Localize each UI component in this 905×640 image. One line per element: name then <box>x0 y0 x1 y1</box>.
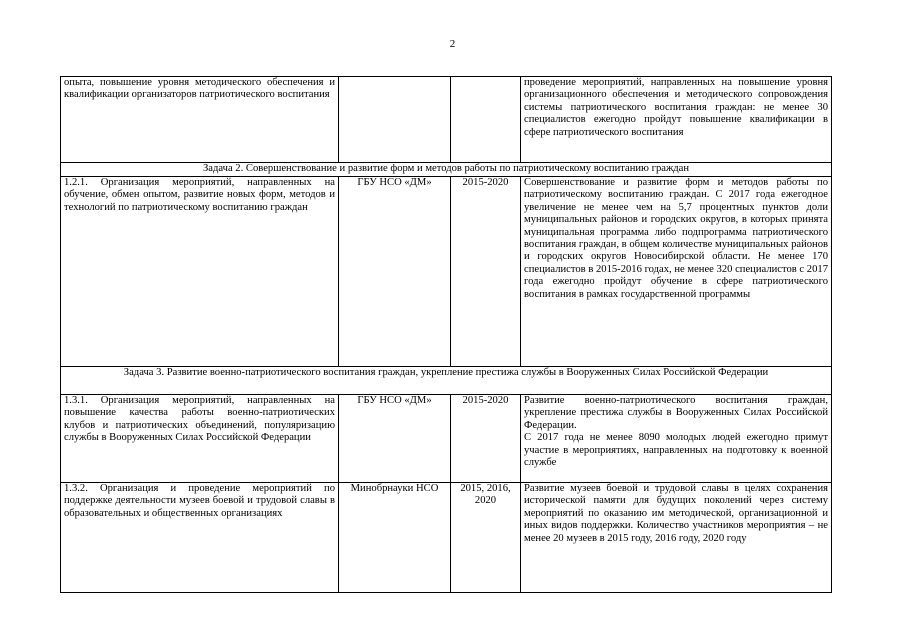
program-table-body <box>61 77 832 593</box>
result-paragraph: Развитие музеев боевой и трудовой славы в целях сохранения исторической памяти для будущих поколений через систему мероприятий по оказанию им методической, организационной и иных видов поддержки. Количество участников мероприятия – не менее 20 музеев в 2015 году, 2016 году, 2020 году <box>524 483 828 544</box>
measure-cell: 1.2.1. Организация мероприятий, направленных на обучение, обмен опытом, развитие новых форм, методов и технологий по патриотическому воспитанию граждан <box>61 177 339 367</box>
executor-cell <box>339 77 451 163</box>
period-cell <box>451 77 521 163</box>
task-header: Задача 2. Совершенствование и развитие форм и методов работы по патриотическому воспитанию граждан <box>61 163 832 177</box>
table-row <box>61 77 832 163</box>
result-paragraph: Совершенствование и развитие форм и методов работы по патриотическому воспитанию граждан. С 2017 года ежегодное увеличение не менее чем на 5,7 процентных пунктов доли муниципальных районов и городских округов, в которых принята муниципальная программа либо подпрограмма патриотического воспитания граждан, в общем количестве муниципальных районов и городских округов Новосибирской области. Не менее 170 специалистов в 2015-2016 годах, не менее 320 специалистов с 2017 года ежегодно пройдут обучение в сфере патриотического воспитания в рамках государственной программы <box>524 177 828 300</box>
measure-cell: опыта, повышение уровня методического обеспечения и квалификации организаторов патриотического воспитания <box>61 77 339 163</box>
task-header: Задача 3. Развитие военно-патриотического воспитания граждан, укрепление престижа службы в Вооруженных Силах Российской Федерации <box>61 367 832 395</box>
result-paragraph: Развитие военно-патриотического воспитания граждан, укрепление престижа службы в Вооруженных Силах Российской Федерации. <box>524 395 828 431</box>
measure-cell: 1.3.2. Организация и проведение мероприятий по поддержке деятельности музеев боевой и трудовой славы в образовательных и общественных организациях <box>61 483 339 593</box>
task-header-row <box>61 163 832 177</box>
period-cell: 2015, 2016, 2020 <box>451 483 521 593</box>
executor-cell: ГБУ НСО «ДМ» <box>339 177 451 367</box>
result-cell <box>521 177 832 367</box>
period-cell: 2015-2020 <box>451 395 521 483</box>
result-cell <box>521 483 832 593</box>
result-paragraph: С 2017 года не менее 8090 молодых людей ежегодно примут участие в мероприятиях, направленных на подготовку к военной службе <box>524 432 828 469</box>
result-paragraph: проведение мероприятий, направленных на повышение уровня организационного обеспечения и методического сопровождения системы патриотического воспитания граждан: не менее 30 специалистов ежегодно пройдут повышение квалификации в сфере патриотического воспитания <box>524 77 828 138</box>
program-table <box>60 76 832 593</box>
table-row <box>61 177 832 367</box>
executor-cell: ГБУ НСО «ДМ» <box>339 395 451 483</box>
task-header-row <box>61 367 832 395</box>
result-cell <box>521 77 832 163</box>
table-row <box>61 395 832 483</box>
page-number: 2 <box>449 38 456 50</box>
measure-cell: 1.3.1. Организация мероприятий, направленных на повышение качества работы военно-патриотических клубов и патриотических объединений, популяризацию службы в Вооруженных Силах Российской Федерации <box>61 395 339 483</box>
period-cell: 2015-2020 <box>451 177 521 367</box>
executor-cell: Минобрнауки НСО <box>339 483 451 593</box>
table-row <box>61 483 832 593</box>
result-cell <box>521 395 832 483</box>
